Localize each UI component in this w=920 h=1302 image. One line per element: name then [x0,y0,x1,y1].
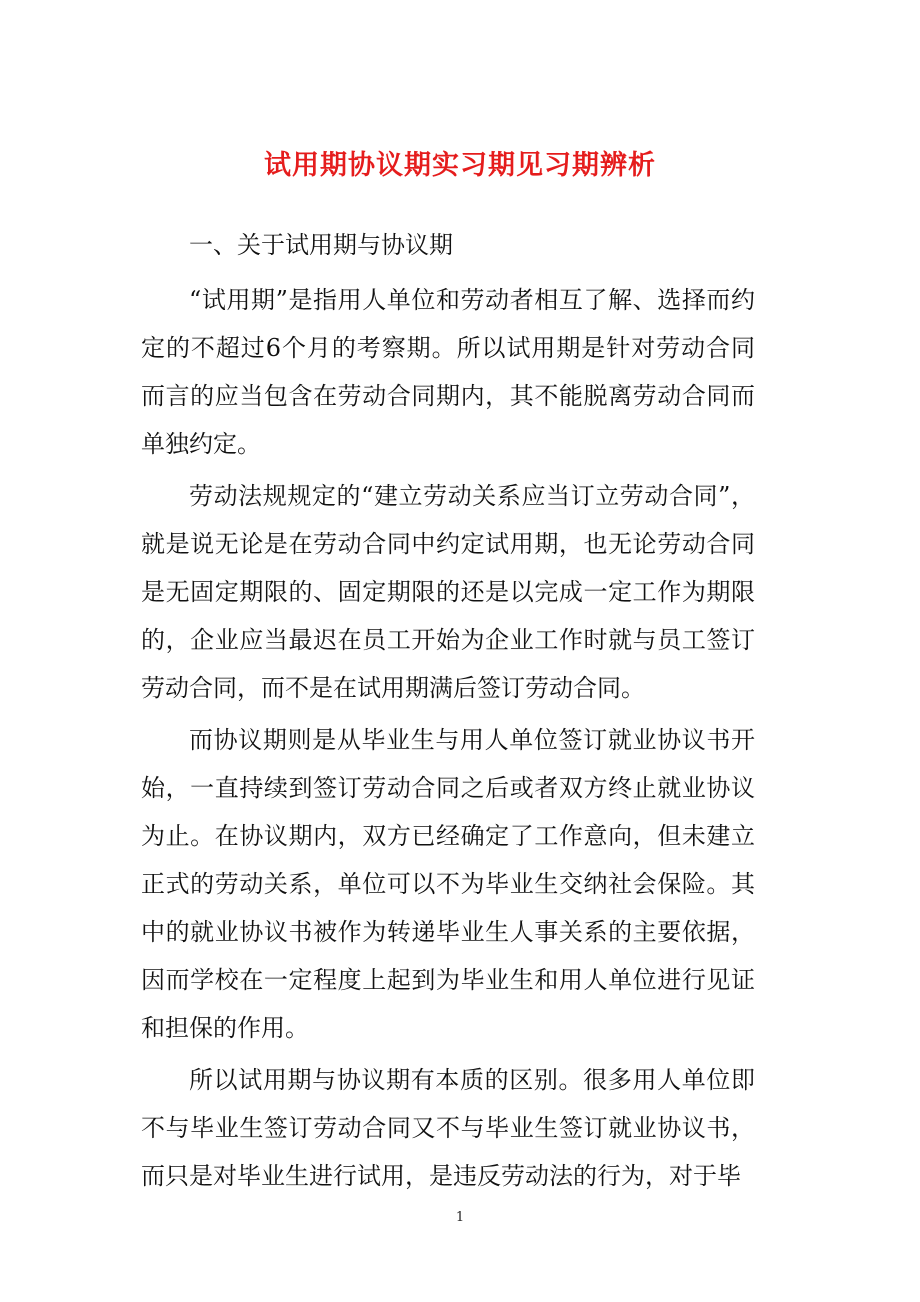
paragraph: “试用期”是指用人单位和劳动者相互了解、选择而约定的不超过6个月的考察期。所以试用期是针对劳动合同而言的应当包含在劳动合同期内，其不能脱离劳动合同而单独约定。 [141,286,755,458]
section-heading: 一、关于试用期与协议期 [189,231,453,259]
paragraph: 所以试用期与协议期有本质的区别。很多用人单位即不与毕业生签订劳动合同又不与毕业生签订就业协议书，而只是对毕业生进行试用，是违反劳动法的行为，对于毕 [141,1066,755,1190]
paragraph: 劳动法规规定的“建立劳动关系应当订立劳动合同”，就是说无论是在劳动合同中约定试用期，也无论劳动合同是无固定期限的、固定期限的还是以完成一定工作为期限的，企业应当最迟在员工开始为企业工作时就与员工签订劳动合同，而不是在试用期满后签订劳动合同。 [141,482,755,702]
paragraph: 而协议期则是从毕业生与用人单位签订就业协议书开始，一直持续到签订劳动合同之后或者双方终止就业协议为止。在协议期内，双方已经确定了工作意向，但未建立正式的劳动关系，单位可以不为毕业生交纳社会保险。其中的就业协议书被作为转递毕业生人事关系的主要依据，因而学校在一定程度上起到为毕业生和用人单位进行见证和担保的作用。 [141,726,755,1042]
page-number: 1 [455,1210,465,1225]
document-body [141,276,755,1200]
document-title: 试用期协议期实习期见习期辨析 [264,150,656,181]
